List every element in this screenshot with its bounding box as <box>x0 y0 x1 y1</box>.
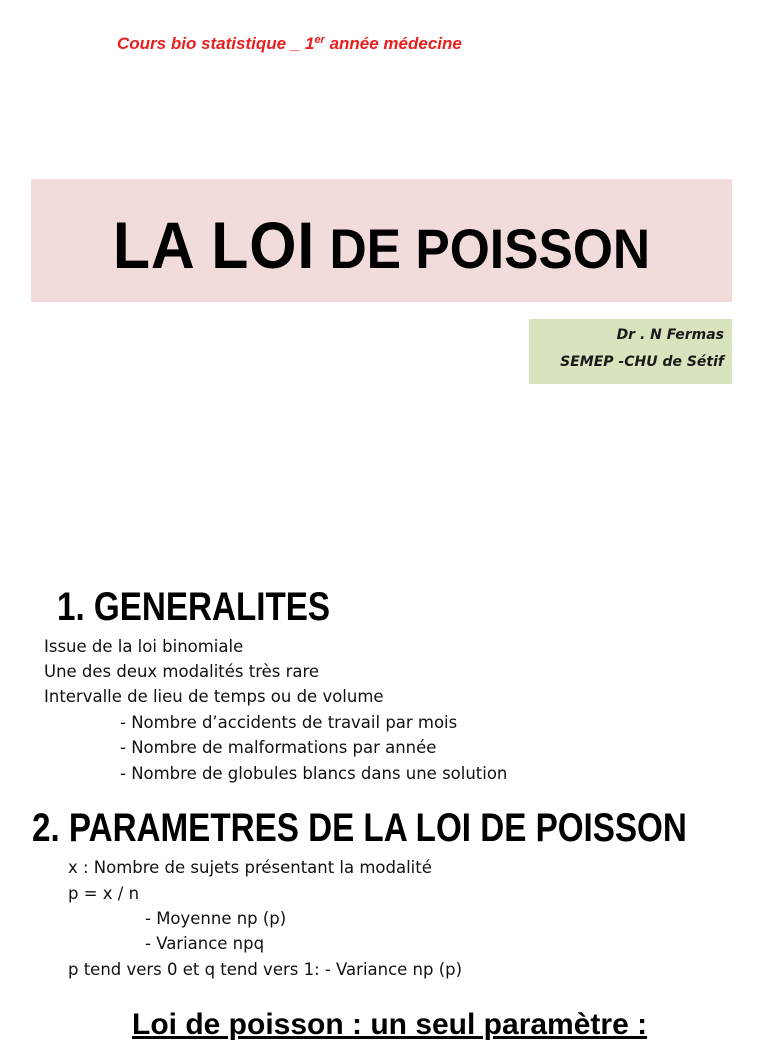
list-item: - Nombre d’accidents de travail par mois <box>120 713 458 733</box>
list-item: p tend vers 0 et q tend vers 1: - Variance np (p) <box>68 960 463 980</box>
list-item: Issue de la loi binomiale <box>44 637 244 657</box>
list-item: p = x / n <box>68 884 140 904</box>
page-title <box>59 207 704 283</box>
author-affiliation: SEMEP -CHU de Sétif <box>560 354 724 370</box>
list-item: - Nombre de globules blancs dans une solution <box>120 764 508 784</box>
section-heading-generalites: 1. GENERALITES <box>57 585 331 629</box>
course-header-suffix: année médecine <box>324 34 462 53</box>
list-item: - Nombre de malformations par année <box>120 738 437 758</box>
author-box <box>529 319 732 384</box>
list-item: Une des deux modalités très rare <box>44 662 320 682</box>
cut-off-heading: Loi de poisson : un seul paramètre : <box>132 1008 648 1041</box>
list-item: x : Nombre de sujets présentant la modalité <box>68 858 432 878</box>
title-part-2: DE POISSON <box>315 217 651 280</box>
course-header-prefix: Cours bio statistique _ 1 <box>117 34 315 53</box>
list-item: - Moyenne np (p) <box>145 909 287 929</box>
author-name: Dr . N Fermas <box>616 327 724 343</box>
course-header-superscript: er <box>314 34 325 46</box>
section-heading-parametres: 2. PARAMETRES DE LA LOI DE POISSON <box>32 806 687 850</box>
list-item: Intervalle de lieu de temps ou de volume <box>44 687 384 707</box>
title-part-1: LA LOI <box>112 208 316 282</box>
course-header <box>117 34 462 54</box>
title-band <box>31 179 732 302</box>
list-item: - Variance npq <box>145 934 265 954</box>
